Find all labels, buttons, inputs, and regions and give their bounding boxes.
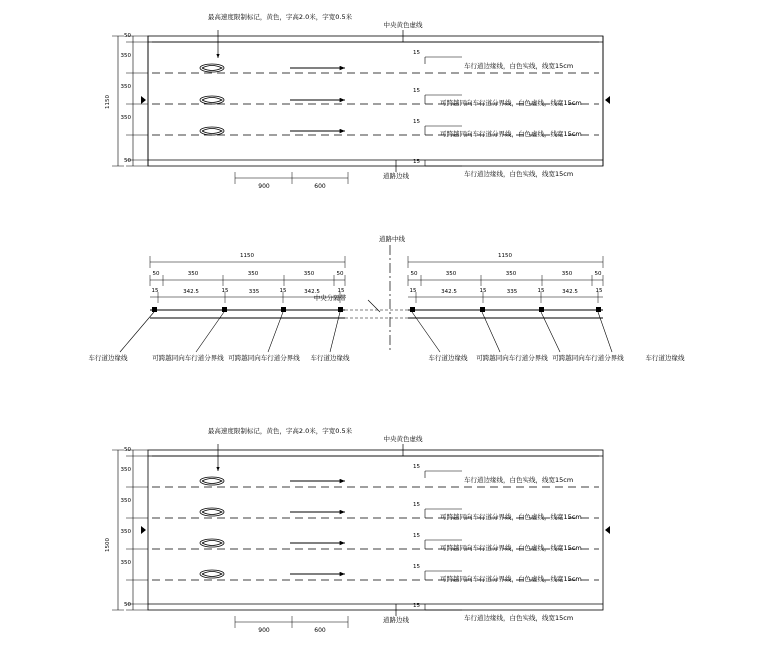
top-mark-15a: 15 [413,50,420,56]
bottom-dim-50b: 50 [124,602,131,608]
mid-left-s2: 342.5 [304,289,320,295]
bottom-road-edge-label: 道路边线 [383,616,409,624]
bottom-mark-15b: 15 [413,502,420,508]
mid-left-d2: 350 [247,271,259,277]
mid-right-s0: 342.5 [441,289,457,295]
top-dim-350b: 350 [120,84,131,90]
bottom-total-width: 1500 [105,538,111,552]
bottom-dim-350a: 350 [120,467,131,473]
top-dim-50b: 50 [124,158,131,164]
mid-left-d3: 350 [303,271,315,277]
bottom-center-yellow-line-label: 中央黄色虚线 [383,435,423,443]
bottom-right-label-2: 可跨越同向车行道分界线，白色虚线，线宽15cm [440,513,582,521]
mid-left-label-2: 可跨越同向车行道分界线 [152,354,224,362]
mid-left-d4: 50 [336,271,344,277]
mid-right-d1: 350 [445,271,457,277]
bottom-right-label-1: 车行道边缘线，白色实线，线宽15cm [464,476,574,484]
top-road-edge-label: 道路边线 [383,172,409,180]
bottom-dim-350c: 350 [120,529,131,535]
bottom-right-label-4: 可跨越同向车行道分界线，白色虚线，线宽15cm [440,575,582,583]
top-bottom-dim-900: 900 [258,183,270,190]
mid-right-m0: 15 [409,288,417,294]
mid-road-centerline-label: 道路中线 [379,235,405,243]
bottom-dim-350b: 350 [120,498,131,504]
mid-right-label-2: 可跨越同向车行道分界线 [476,354,548,362]
mid-right-s2: 342.5 [562,289,578,295]
bottom-bottom-dim-900: 900 [258,627,270,634]
mid-left-m0: 15 [151,288,159,294]
bottom-mark-15e: 15 [413,603,420,609]
bottom-dim-50a: 50 [124,447,131,453]
top-right-label-3: 可跨越同向车行道分界线，白色虚线，线宽15cm [440,130,582,138]
bottom-mark-15d: 15 [413,564,420,570]
mid-right-s1: 335 [506,289,518,295]
mid-right-d0: 50 [410,271,418,277]
mid-left-d1: 350 [187,271,199,277]
bottom-right-label-3: 可跨越同向车行道分界线，白色虚线，线宽15cm [440,544,582,552]
top-total-width: 1150 [105,95,111,109]
mid-left-m3: 15 [337,288,345,294]
mid-left-s0: 342.5 [183,289,199,295]
top-bottom-dim-600: 600 [314,183,326,190]
top-center-yellow-line-label: 中央黄色虚线 [383,21,423,29]
bottom-mark-15c: 15 [413,533,420,539]
mid-right-m2: 15 [537,288,545,294]
top-dim-350c: 350 [120,115,131,121]
mid-right-label-1: 车行道边缘线 [428,354,468,362]
mid-right-total: 1150 [498,253,512,259]
top-mark-15b: 15 [413,88,420,94]
top-dim-50a: 50 [124,33,131,39]
mid-right-label-4: 车行道边缘线 [645,354,685,362]
mid-left-total: 1150 [240,253,254,259]
top-right-label-1: 车行道边缘线，白色实线，线宽15cm [464,62,574,70]
mid-left-label-3: 可跨越同向车行道分界线 [228,354,300,362]
top-mark-15c: 15 [413,119,420,125]
mid-left-label-4: 车行道边缘线 [310,354,350,362]
bottom-bottom-dim-600: 600 [314,627,326,634]
mid-left-d0: 50 [152,271,160,277]
top-mark-15d: 15 [413,159,420,165]
mid-right-m3: 15 [595,288,603,294]
mid-right-label-3: 可跨越同向车行道分界线 [552,354,624,362]
top-note-speed-marking: 最高速度限制标记，黄色，字高2.0米，字宽0.5米 [207,13,353,21]
mid-right-d3: 350 [561,271,573,277]
top-right-label-4: 车行道边缘线，白色实线，线宽15cm [464,170,574,178]
mid-right-d2: 350 [505,271,517,277]
bottom-right-label-5: 车行道边缘线，白色实线，线宽15cm [464,614,574,622]
mid-left-m2: 15 [279,288,287,294]
bottom-note-speed-marking: 最高速度限制标记，黄色，字高2.0米，字宽0.5米 [207,427,353,435]
top-right-label-2: 可跨越同向车行道分界线，白色虚线，线宽15cm [440,99,582,107]
bottom-mark-15a: 15 [413,464,420,470]
bottom-dim-350d: 350 [120,560,131,566]
mid-right-d4: 50 [594,271,602,277]
mid-left-s1: 335 [248,289,260,295]
mid-left-m1: 15 [221,288,229,294]
mid-right-m1: 15 [479,288,487,294]
mid-center-divider-label: 中央分隔带 [313,294,347,302]
top-dim-350a: 350 [120,53,131,59]
mid-left-label-1: 车行道边缘线 [88,354,128,362]
